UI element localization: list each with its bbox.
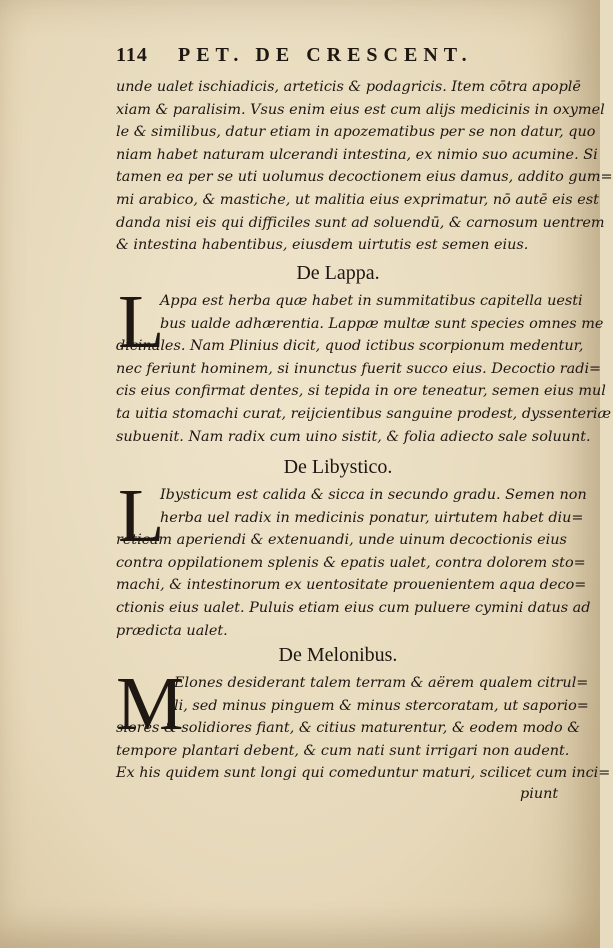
- text-line: subuenit. Nam radix cum uino sistit, & folia adiecto sale soluunt.: [116, 428, 591, 445]
- catchword: piunt: [520, 786, 559, 802]
- section-heading-libystico: De Libystico.: [283, 456, 393, 478]
- folio-number: 114: [116, 44, 148, 66]
- text-line: danda nisi eis qui difficiles sunt ad soluendū, & carnosum uentrem: [116, 214, 605, 231]
- text-line: Ibysticum est calida & sicca in secundo gradu. Semen non: [160, 487, 587, 503]
- text-line: cis eius confirmat dentes, si tepida in ore teneatur, semen eius mul: [116, 383, 606, 400]
- text-line: herba uel radix in medicinis ponatur, uirtutem habet diu=: [160, 509, 584, 526]
- section-body-libystico: [116, 484, 591, 642]
- text-line: Appa est herba quæ habet in summitatibus capitella uesti: [160, 293, 583, 309]
- text-line: ctionis eius ualet. Puluis etiam eius cum puluere cymini datus ad: [116, 599, 591, 616]
- running-title: PET. DE CRESCENT.: [178, 44, 473, 66]
- page-header: [116, 44, 536, 70]
- section-heading-melonibus: De Melonibus.: [278, 644, 398, 666]
- paragraph-continued: [116, 76, 613, 257]
- text-line: reticam aperiendi & extenuandi, unde uinum decoctionis eius: [116, 532, 567, 549]
- text-line: siores & solidiores fiant, & citius maturentur, & eodem modo &: [116, 720, 581, 737]
- text-line: mi arabico, & mastiche, ut malitia eius exprimatur, nō autē eis est: [116, 191, 599, 208]
- text-line: dicinales. Nam Plinius dicit, quod ictibus scorpionum medentur,: [116, 338, 584, 355]
- text-line: ta uitia stomachi curat, reijcientibus sanguine prodest, dyssenteriæ: [116, 405, 612, 422]
- text-line: nec feriunt hominem, si inunctus fuerit succo eius. Decoctio radi=: [116, 360, 602, 377]
- text-line: tempore plantari debent, & cum nati sunt irrigari non audent.: [116, 742, 570, 759]
- text-line: unde ualet ischiadicis, arteticis & podagricis. Item cōtra apoplē: [116, 79, 581, 95]
- text-line: le & similibus, datur etiam in apozematibus per se non datur, quo: [116, 124, 596, 141]
- text-line: Ex his quidem sunt longi qui comeduntur maturi, scilicet cum inci=: [116, 765, 611, 782]
- text-line: & intestina habentibus, eiusdem uirtutis est semen eius.: [116, 237, 529, 254]
- text-line: machi, & intestinorum ex uentositate prouenientem aqua deco=: [116, 577, 587, 594]
- text-line: li, sed minus pinguem & minus stercoratam, ut saporio=: [174, 697, 589, 714]
- text-line: niam habet naturam ulcerandi intestina, ex nimio suo acumine. Si: [116, 146, 598, 163]
- text-line: Elones desiderant talem terram & aërem qualem citrul=: [174, 675, 589, 691]
- section-body-lappa: [116, 290, 612, 448]
- text-line: bus ualde adhærentia. Lappæ multæ sunt species omnes me: [160, 315, 604, 332]
- section-heading-lappa: De Lappa.: [296, 262, 380, 284]
- text-line: prædicta ualet.: [116, 622, 228, 639]
- text-line: contra oppilationem splenis & epatis ualet, contra dolorem sto=: [116, 554, 586, 571]
- drop-initial-melonibus: M: [116, 662, 184, 746]
- text-line: tamen ea per se uti uolumus decoctionem eius damus, addito gum=: [116, 169, 613, 186]
- drop-initial-lappa: L: [118, 280, 165, 364]
- section-body-melonibus: [116, 672, 611, 785]
- drop-initial-libystico: L: [118, 474, 165, 558]
- text-line: xiam & paralisim. Vsus enim eius est cum alijs medicinis in oxymel: [116, 101, 605, 118]
